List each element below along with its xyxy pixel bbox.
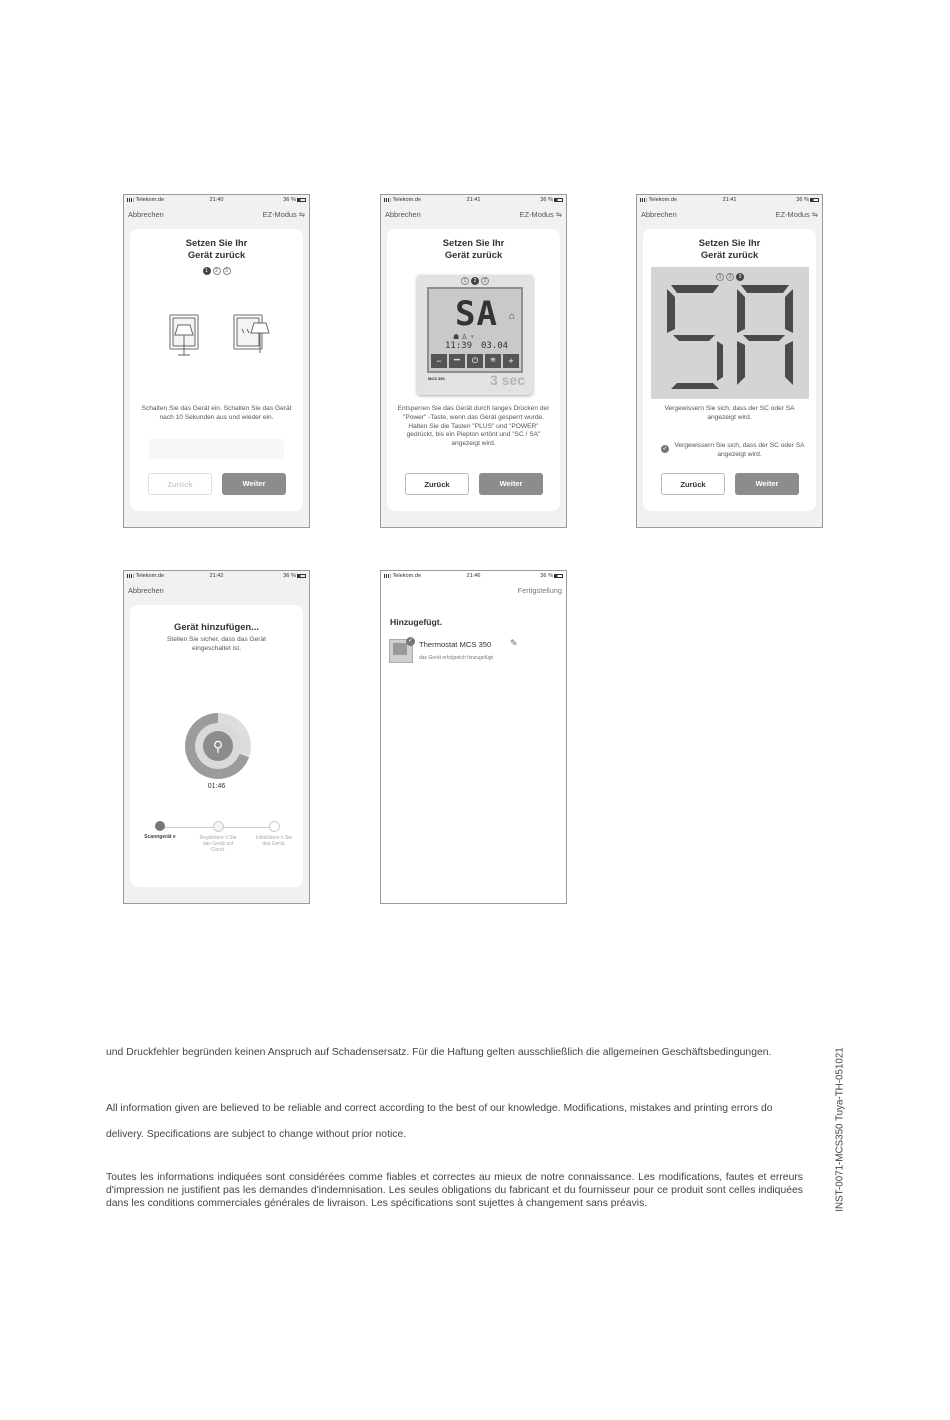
battery-level: 36 % [540,573,553,579]
step-2: 2 [726,273,734,281]
nav-bar [124,581,309,599]
page-title: Gerät hinzufügen... [174,621,259,632]
step-3: 3 [736,273,744,281]
step-3: 3 [223,267,231,275]
init-dot-icon [269,821,280,832]
status-time: 21:42 [209,573,224,579]
page-title: Setzen Sie Ihr Gerät zurück [185,237,248,260]
step-indicator [130,267,303,275]
power-cycle-illustration [164,311,284,361]
ez-mode-button[interactable]: EZ-Modus ⇋ [262,210,305,219]
battery-level: 36 % [540,197,553,203]
finish-button[interactable]: Fertigstellung [517,586,562,595]
scan-dot-icon [155,821,165,831]
next-button[interactable]: Weiter [479,473,543,495]
confirm-checkbox-row[interactable] [661,442,806,460]
status-bar [637,195,822,205]
battery-icon [297,574,306,578]
carrier-name: Telekom.de [135,573,165,579]
nav-bar [381,205,566,223]
status-bar [381,571,566,581]
reset-card [130,229,303,511]
reset-card [643,229,816,511]
disclaimer-english-line2: delivery. Specifications are subject to change without prior notice. [106,1129,407,1140]
disclaimer-french: Toutes les informations indiquées sont considérées comme fiables et correctes au mieux de notre connaissance. Les modifications, fautes et erreurs d'impression ne justifient pas les demandes d'indemnisation. Les seules obligations du fabricant et du fournisseur pour ce produit sont celles indiquées dans les conditions commerciales générales de livraison. Les spécifications sont sujettes à changement sans préavis. [106,1172,803,1209]
step-1: 1 [203,267,211,275]
cancel-button[interactable]: Abbrechen [641,210,677,219]
swap-icon: ⇋ [298,210,305,219]
home-icon: ⌂ [508,311,515,322]
carrier-name: Telekom.de [392,197,422,203]
device-name: Thermostat MCS 350 [419,640,492,649]
scanning-ring [185,713,251,779]
reset-card [387,229,560,511]
lcd-screen [427,287,523,373]
status-time: 21:40 [209,197,224,203]
power-key[interactable]: ⏻ [467,354,483,368]
step-3: 3 [481,277,489,285]
next-button[interactable]: Weiter [735,473,799,495]
disclaimer-english-line1: All information given are believed to be reliable and correct according to the best of our knowledge. Modifications, mistakes and printing errors do [106,1103,773,1114]
nav-bar [637,205,822,223]
carrier-name: Telekom.de [392,573,422,579]
check-icon[interactable]: ✓ [662,446,668,452]
hold-hint: 3 sec [489,372,525,388]
step-1: 1 [716,273,724,281]
confirm-text: Vergewissern Sie sich, dass der SC oder SA angezeigt wird. [674,442,805,458]
next-button[interactable]: Weiter [222,473,286,495]
phone-screen-reset-step-3 [636,194,823,528]
status-bar [124,571,309,581]
instruction-text: Entsperren Sie das Gerät durch langes Drücken der "Power" -Taste, wenn das Gerät gesperrt wurde. Halten Sie die Tasten "PLUS" und "POWER" gedrückt, bis ein Piepton ertönt und "SC / SA" angezeigt wird. [397,405,550,448]
cancel-button[interactable]: Abbrechen [128,586,164,595]
unplug-icon [234,315,269,353]
status-bar [381,195,566,205]
carrier-name: Telekom.de [648,197,678,203]
added-heading: Hinzugefügt. [390,617,443,627]
device-status: das Gerät erfolgreich hinzugefügt [419,655,493,661]
display-closeup-image [651,267,809,399]
swap-icon: ⇋ [811,210,818,219]
battery-level: 36 % [796,197,809,203]
battery-level: 36 % [283,573,296,579]
minus-key[interactable]: − [431,354,447,368]
step-indicator [417,277,533,285]
search-icon: ⚲ [203,731,233,761]
device-row[interactable] [389,637,558,667]
ez-mode-button[interactable]: EZ-Modus ⇋ [775,210,818,219]
battery-icon [554,198,563,202]
step-2: 2 [213,267,221,275]
device-thumbnail [389,639,413,663]
mode-icons: ☗ ♙ ♆ [453,334,475,341]
progress-step-register: Registriere n Sie das Gerät auf Cloud. [196,821,240,853]
instruction-text: Schalten Sie das Gerät ein. Schalten Sie das Gerät nach 10 Sekunden aus und wieder ein. [141,405,292,421]
display-code: SA [455,294,498,334]
status-time: 21:41 [722,197,737,203]
subtitle-text: Stellen Sie sicher, dass das Gerät eingeschaltet ist. [167,636,266,652]
progress-step-init: Initialisiere n Sie das Gerät. [252,821,296,847]
page-title: Setzen Sie Ihr Gerät zurück [698,237,761,260]
cancel-button[interactable]: Abbrechen [385,210,421,219]
battery-icon [297,198,306,202]
status-bar [124,195,309,205]
plus-key[interactable]: + [503,354,519,368]
progress-step-scan: Scanngerät e [138,821,182,840]
thermostat-image [417,275,533,395]
success-check-icon: ✓ [407,638,414,644]
phone-screen-adding-device [123,570,310,904]
fan-key[interactable]: ≋ [485,354,501,368]
countdown-timer: 01:46 [207,783,226,790]
step-indicator [651,273,809,281]
segment-sa-display [661,281,801,389]
adding-card [130,605,303,887]
display-clock: 11:39 [445,341,473,351]
battery-level: 36 % [283,197,296,203]
swap-icon: ⇋ [555,210,562,219]
back-button[interactable]: Zurück [148,473,212,495]
disclaimer-german: und Druckfehler begründen keinen Anspruch auf Schadensersatz. Für die Haftung gelten ausschließlich die allgemeinen Geschäftsbedingungen. [106,1047,772,1058]
status-time: 21:46 [466,573,481,579]
model-label: MCS 350 [428,376,445,381]
phone-screen-reset-step-2 [380,194,567,528]
touch-key-row [431,354,519,368]
cloud-dot-icon [213,821,224,832]
status-time: 21:41 [466,197,481,203]
edit-pencil-icon[interactable]: ✎ [510,638,518,648]
back-button[interactable]: Zurück [661,473,725,495]
document-code: INST-0071-MCS350 Tuya-TH-051021 [834,1047,846,1212]
nav-bar [381,581,566,599]
battery-icon [810,198,819,202]
back-button[interactable]: Zurück [405,473,469,495]
phone-screen-reset-step-1 [123,194,310,528]
instruction-text: Vergewissern Sie sich, dass der SC oder SA angezeigt wird. [664,405,795,421]
step-1: 1 [461,277,469,285]
cancel-button[interactable]: Abbrechen [128,210,164,219]
page-title: Setzen Sie Ihr Gerät zurück [442,237,505,260]
placeholder-field [149,439,284,459]
nav-bar [124,205,309,223]
menu-key[interactable]: ••• [449,354,465,368]
step-2: 2 [471,277,479,285]
display-date: 03.04 [481,341,509,351]
battery-icon [554,574,563,578]
phone-screen-device-added [380,570,567,904]
fade-overlay [387,451,560,469]
plug-in-icon [170,315,198,355]
carrier-name: Telekom.de [135,197,165,203]
ez-mode-button[interactable]: EZ-Modus ⇋ [519,210,562,219]
